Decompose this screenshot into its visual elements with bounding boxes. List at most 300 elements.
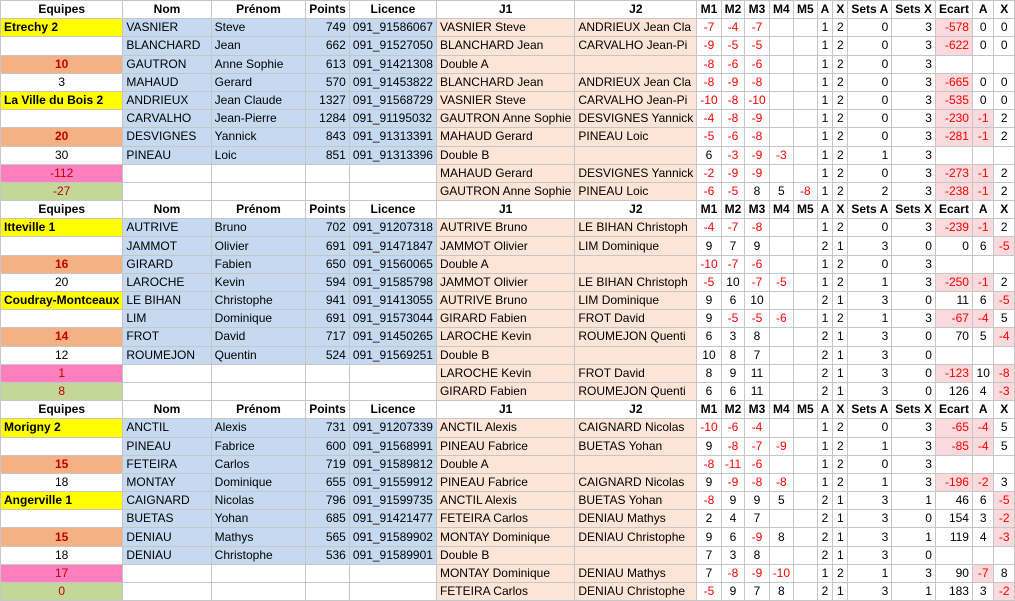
set-score-cell[interactable]: -6 [721, 419, 745, 437]
nom-cell[interactable]: ANCTIL [123, 419, 211, 437]
set-score-cell[interactable]: -3 [769, 146, 793, 164]
set-score-cell[interactable]: -8 [769, 473, 793, 491]
j2-cell[interactable] [575, 255, 697, 273]
result-a-cell[interactable]: 5 [972, 328, 993, 346]
ecart-cell[interactable]: 90 [935, 564, 972, 582]
set-score-cell[interactable]: 9 [697, 292, 721, 310]
set-score-cell[interactable] [794, 73, 818, 91]
licence-cell[interactable] [349, 364, 436, 382]
ecart-cell[interactable]: -250 [935, 273, 972, 291]
j2-cell[interactable] [575, 546, 697, 564]
j1-cell[interactable]: MONTAY Dominique [436, 528, 574, 546]
set-score-cell[interactable]: -3 [721, 146, 745, 164]
team-cell[interactable] [1, 37, 123, 55]
x-cell[interactable]: 2 [833, 182, 848, 200]
a-cell[interactable]: 2 [817, 328, 833, 346]
ecart-cell[interactable]: -238 [935, 182, 972, 200]
licence-cell[interactable]: 091_91560065 [349, 255, 436, 273]
set-score-cell[interactable]: 10 [745, 292, 769, 310]
x-cell[interactable]: 2 [833, 55, 848, 73]
result-a-cell[interactable]: 6 [972, 492, 993, 510]
result-a-cell[interactable]: -1 [972, 128, 993, 146]
set-score-cell[interactable]: -9 [745, 110, 769, 128]
sets-x-cell[interactable]: 3 [892, 128, 936, 146]
prenom-cell[interactable]: Dominique [211, 310, 306, 328]
set-score-cell[interactable] [794, 146, 818, 164]
x-cell[interactable]: 1 [833, 328, 848, 346]
nom-cell[interactable]: BUETAS [123, 510, 211, 528]
set-score-cell[interactable]: 9 [721, 492, 745, 510]
nom-cell[interactable]: DENIAU [123, 546, 211, 564]
j1-cell[interactable]: MONTAY Dominique [436, 564, 574, 582]
j2-cell[interactable]: ROUMEJON Quenti [575, 382, 697, 400]
result-a-cell[interactable]: -4 [972, 437, 993, 455]
sets-x-cell[interactable]: 3 [892, 219, 936, 237]
prenom-cell[interactable] [211, 164, 306, 182]
prenom-cell[interactable]: Gerard [211, 73, 306, 91]
j2-cell[interactable]: DESVIGNES Yannick [575, 110, 697, 128]
team-cell[interactable]: 20 [1, 128, 123, 146]
prenom-cell[interactable] [211, 364, 306, 382]
x-cell[interactable]: 2 [833, 437, 848, 455]
set-score-cell[interactable]: 9 [697, 473, 721, 491]
team-cell[interactable]: 18 [1, 546, 123, 564]
set-score-cell[interactable] [794, 583, 818, 601]
set-score-cell[interactable]: -9 [721, 73, 745, 91]
a-cell[interactable]: 1 [817, 273, 833, 291]
result-x-cell[interactable] [994, 546, 1015, 564]
points-cell[interactable]: 731 [306, 419, 350, 437]
sets-x-cell[interactable]: 3 [892, 182, 936, 200]
result-x-cell[interactable]: -5 [994, 292, 1015, 310]
team-cell[interactable] [1, 310, 123, 328]
ecart-cell[interactable]: -230 [935, 110, 972, 128]
set-score-cell[interactable]: -4 [721, 19, 745, 37]
licence-cell[interactable]: 091_91527050 [349, 37, 436, 55]
prenom-cell[interactable]: Bruno [211, 219, 306, 237]
set-score-cell[interactable] [769, 128, 793, 146]
prenom-cell[interactable]: Jean Claude [211, 91, 306, 109]
points-cell[interactable] [306, 382, 350, 400]
set-score-cell[interactable] [769, 19, 793, 37]
set-score-cell[interactable] [794, 510, 818, 528]
result-x-cell[interactable]: 2 [994, 164, 1015, 182]
result-a-cell[interactable]: -2 [972, 473, 993, 491]
nom-cell[interactable] [123, 364, 211, 382]
set-score-cell[interactable]: -8 [721, 110, 745, 128]
prenom-cell[interactable]: Dominique [211, 473, 306, 491]
set-score-cell[interactable] [794, 382, 818, 400]
a-cell[interactable]: 1 [817, 473, 833, 491]
team-cell[interactable]: 12 [1, 346, 123, 364]
sets-a-cell[interactable]: 0 [848, 219, 892, 237]
x-cell[interactable]: 2 [833, 310, 848, 328]
sets-x-cell[interactable]: 3 [892, 437, 936, 455]
nom-cell[interactable] [123, 564, 211, 582]
j2-cell[interactable] [575, 346, 697, 364]
set-score-cell[interactable] [769, 91, 793, 109]
team-cell[interactable] [1, 110, 123, 128]
result-x-cell[interactable]: 2 [994, 128, 1015, 146]
sets-a-cell[interactable]: 1 [848, 564, 892, 582]
ecart-cell[interactable]: 183 [935, 583, 972, 601]
sets-a-cell[interactable]: 3 [848, 583, 892, 601]
result-a-cell[interactable]: 4 [972, 382, 993, 400]
set-score-cell[interactable]: 2 [697, 510, 721, 528]
a-cell[interactable]: 1 [817, 73, 833, 91]
sets-x-cell[interactable]: 3 [892, 91, 936, 109]
a-cell[interactable]: 2 [817, 492, 833, 510]
set-score-cell[interactable]: 8 [721, 346, 745, 364]
a-cell[interactable]: 2 [817, 546, 833, 564]
set-score-cell[interactable] [769, 419, 793, 437]
prenom-cell[interactable] [211, 564, 306, 582]
result-x-cell[interactable]: 3 [994, 473, 1015, 491]
prenom-cell[interactable]: Fabrice [211, 437, 306, 455]
j2-cell[interactable]: DENIAU Mathys [575, 564, 697, 582]
sets-a-cell[interactable]: 3 [848, 492, 892, 510]
sets-x-cell[interactable]: 0 [892, 328, 936, 346]
sets-a-cell[interactable]: 3 [848, 237, 892, 255]
sets-x-cell[interactable]: 3 [892, 146, 936, 164]
licence-cell[interactable]: 091_91207318 [349, 219, 436, 237]
set-score-cell[interactable]: 6 [721, 292, 745, 310]
set-score-cell[interactable]: 7 [721, 237, 745, 255]
nom-cell[interactable]: BLANCHARD [123, 37, 211, 55]
set-score-cell[interactable]: -6 [721, 128, 745, 146]
x-cell[interactable]: 1 [833, 546, 848, 564]
set-score-cell[interactable]: -8 [697, 455, 721, 473]
result-a-cell[interactable]: 0 [972, 37, 993, 55]
set-score-cell[interactable]: -9 [745, 146, 769, 164]
licence-cell[interactable]: 091_91413055 [349, 292, 436, 310]
set-score-cell[interactable] [769, 110, 793, 128]
prenom-cell[interactable]: Loic [211, 146, 306, 164]
sets-a-cell[interactable]: 0 [848, 55, 892, 73]
result-a-cell[interactable] [972, 255, 993, 273]
j1-cell[interactable]: PINEAU Fabrice [436, 473, 574, 491]
licence-cell[interactable]: 091_91568729 [349, 91, 436, 109]
result-x-cell[interactable]: -3 [994, 382, 1015, 400]
nom-cell[interactable]: MAHAUD [123, 73, 211, 91]
licence-cell[interactable]: 091_91569251 [349, 346, 436, 364]
team-cell[interactable]: 0 [1, 583, 123, 601]
prenom-cell[interactable]: Jean-Pierre [211, 110, 306, 128]
licence-cell[interactable]: 091_91585798 [349, 273, 436, 291]
set-score-cell[interactable]: -9 [745, 564, 769, 582]
result-a-cell[interactable]: -1 [972, 219, 993, 237]
set-score-cell[interactable]: -8 [697, 492, 721, 510]
set-score-cell[interactable]: -9 [745, 164, 769, 182]
a-cell[interactable]: 1 [817, 310, 833, 328]
x-cell[interactable]: 2 [833, 73, 848, 91]
prenom-cell[interactable]: Kevin [211, 273, 306, 291]
points-cell[interactable]: 600 [306, 437, 350, 455]
nom-cell[interactable]: DESVIGNES [123, 128, 211, 146]
set-score-cell[interactable] [769, 364, 793, 382]
set-score-cell[interactable]: -8 [745, 128, 769, 146]
sets-a-cell[interactable]: 0 [848, 91, 892, 109]
nom-cell[interactable] [123, 164, 211, 182]
set-score-cell[interactable]: 9 [721, 364, 745, 382]
set-score-cell[interactable]: -8 [745, 73, 769, 91]
j1-cell[interactable]: AUTRIVE Bruno [436, 219, 574, 237]
nom-cell[interactable]: VASNIER [123, 19, 211, 37]
result-a-cell[interactable]: 3 [972, 510, 993, 528]
result-x-cell[interactable]: -2 [994, 583, 1015, 601]
set-score-cell[interactable]: 7 [745, 346, 769, 364]
result-a-cell[interactable]: 10 [972, 364, 993, 382]
j2-cell[interactable] [575, 55, 697, 73]
set-score-cell[interactable]: 6 [697, 146, 721, 164]
set-score-cell[interactable] [769, 510, 793, 528]
a-cell[interactable]: 1 [817, 419, 833, 437]
set-score-cell[interactable]: -6 [745, 255, 769, 273]
team-cell[interactable]: 18 [1, 473, 123, 491]
set-score-cell[interactable] [769, 164, 793, 182]
team-cell[interactable]: 20 [1, 273, 123, 291]
sets-x-cell[interactable]: 3 [892, 19, 936, 37]
set-score-cell[interactable] [794, 437, 818, 455]
team-cell[interactable]: 10 [1, 55, 123, 73]
j1-cell[interactable]: GIRARD Fabien [436, 382, 574, 400]
team-cell[interactable]: 15 [1, 455, 123, 473]
set-score-cell[interactable]: 5 [769, 492, 793, 510]
team-cell[interactable]: 30 [1, 146, 123, 164]
result-a-cell[interactable] [972, 546, 993, 564]
points-cell[interactable]: 594 [306, 273, 350, 291]
x-cell[interactable]: 2 [833, 255, 848, 273]
points-cell[interactable] [306, 164, 350, 182]
set-score-cell[interactable]: -7 [697, 19, 721, 37]
j2-cell[interactable]: LIM Dominique [575, 237, 697, 255]
set-score-cell[interactable]: 6 [721, 528, 745, 546]
result-a-cell[interactable]: 4 [972, 528, 993, 546]
points-cell[interactable]: 702 [306, 219, 350, 237]
j1-cell[interactable]: MAHAUD Gerard [436, 164, 574, 182]
a-cell[interactable]: 1 [817, 110, 833, 128]
result-a-cell[interactable]: -7 [972, 564, 993, 582]
result-x-cell[interactable] [994, 255, 1015, 273]
j1-cell[interactable]: GAUTRON Anne Sophie [436, 110, 574, 128]
team-cell[interactable] [1, 437, 123, 455]
j2-cell[interactable]: LIM Dominique [575, 292, 697, 310]
x-cell[interactable]: 1 [833, 364, 848, 382]
result-x-cell[interactable] [994, 146, 1015, 164]
x-cell[interactable]: 2 [833, 419, 848, 437]
prenom-cell[interactable] [211, 182, 306, 200]
set-score-cell[interactable]: -5 [745, 310, 769, 328]
set-score-cell[interactable]: -10 [745, 91, 769, 109]
sets-x-cell[interactable]: 3 [892, 73, 936, 91]
j2-cell[interactable]: DESVIGNES Yannick [575, 164, 697, 182]
set-score-cell[interactable] [794, 328, 818, 346]
licence-cell[interactable]: 091_91589812 [349, 455, 436, 473]
team-cell[interactable] [1, 237, 123, 255]
ecart-cell[interactable]: 46 [935, 492, 972, 510]
set-score-cell[interactable]: -8 [745, 219, 769, 237]
points-cell[interactable]: 796 [306, 492, 350, 510]
set-score-cell[interactable]: 7 [697, 564, 721, 582]
nom-cell[interactable]: JAMMOT [123, 237, 211, 255]
set-score-cell[interactable] [769, 37, 793, 55]
ecart-cell[interactable] [935, 546, 972, 564]
set-score-cell[interactable] [794, 91, 818, 109]
j1-cell[interactable]: Double A [436, 55, 574, 73]
result-a-cell[interactable] [972, 146, 993, 164]
sets-a-cell[interactable]: 3 [848, 382, 892, 400]
result-x-cell[interactable]: -5 [994, 492, 1015, 510]
set-score-cell[interactable]: -5 [697, 128, 721, 146]
x-cell[interactable]: 2 [833, 473, 848, 491]
team-cell[interactable]: Itteville 1 [1, 219, 123, 237]
set-score-cell[interactable] [794, 110, 818, 128]
sets-x-cell[interactable]: 3 [892, 419, 936, 437]
set-score-cell[interactable]: -6 [745, 455, 769, 473]
prenom-cell[interactable]: Anne Sophie [211, 55, 306, 73]
j2-cell[interactable]: FROT David [575, 310, 697, 328]
a-cell[interactable]: 1 [817, 164, 833, 182]
set-score-cell[interactable] [794, 364, 818, 382]
a-cell[interactable]: 1 [817, 37, 833, 55]
sets-a-cell[interactable]: 0 [848, 255, 892, 273]
set-score-cell[interactable] [794, 492, 818, 510]
a-cell[interactable]: 2 [817, 510, 833, 528]
set-score-cell[interactable]: -6 [721, 55, 745, 73]
set-score-cell[interactable]: -9 [721, 473, 745, 491]
sets-a-cell[interactable]: 0 [848, 37, 892, 55]
sets-a-cell[interactable]: 3 [848, 528, 892, 546]
set-score-cell[interactable]: -6 [745, 55, 769, 73]
nom-cell[interactable]: AUTRIVE [123, 219, 211, 237]
set-score-cell[interactable]: 10 [721, 273, 745, 291]
sets-x-cell[interactable]: 0 [892, 546, 936, 564]
set-score-cell[interactable]: 10 [697, 346, 721, 364]
licence-cell[interactable]: 091_91589902 [349, 528, 436, 546]
a-cell[interactable]: 1 [817, 182, 833, 200]
j1-cell[interactable]: Double A [436, 255, 574, 273]
licence-cell[interactable]: 091_91195032 [349, 110, 436, 128]
set-score-cell[interactable]: -6 [697, 182, 721, 200]
points-cell[interactable]: 536 [306, 546, 350, 564]
ecart-cell[interactable]: -65 [935, 419, 972, 437]
x-cell[interactable]: 2 [833, 455, 848, 473]
sets-a-cell[interactable]: 0 [848, 419, 892, 437]
prenom-cell[interactable]: Christophe [211, 292, 306, 310]
sets-a-cell[interactable]: 0 [848, 73, 892, 91]
x-cell[interactable]: 1 [833, 583, 848, 601]
set-score-cell[interactable]: 8 [697, 364, 721, 382]
ecart-cell[interactable]: -239 [935, 219, 972, 237]
team-cell[interactable]: 8 [1, 382, 123, 400]
set-score-cell[interactable]: -8 [794, 182, 818, 200]
sets-a-cell[interactable]: 3 [848, 346, 892, 364]
j2-cell[interactable]: DENIAU Mathys [575, 510, 697, 528]
set-score-cell[interactable]: -7 [721, 219, 745, 237]
result-x-cell[interactable]: 0 [994, 91, 1015, 109]
a-cell[interactable]: 1 [817, 564, 833, 582]
sets-a-cell[interactable]: 0 [848, 164, 892, 182]
j1-cell[interactable]: ANCTIL Alexis [436, 419, 574, 437]
j2-cell[interactable]: FROT David [575, 364, 697, 382]
set-score-cell[interactable] [794, 273, 818, 291]
a-cell[interactable]: 1 [817, 437, 833, 455]
licence-cell[interactable]: 091_91421477 [349, 510, 436, 528]
set-score-cell[interactable]: 7 [745, 583, 769, 601]
points-cell[interactable]: 685 [306, 510, 350, 528]
x-cell[interactable]: 1 [833, 292, 848, 310]
set-score-cell[interactable]: -7 [721, 255, 745, 273]
j2-cell[interactable]: LE BIHAN Christoph [575, 273, 697, 291]
points-cell[interactable]: 851 [306, 146, 350, 164]
team-cell[interactable]: Coudray-Montceaux [1, 292, 123, 310]
j2-cell[interactable]: CARVALHO Jean-Pi [575, 91, 697, 109]
set-score-cell[interactable]: -9 [745, 528, 769, 546]
ecart-cell[interactable]: 11 [935, 292, 972, 310]
result-a-cell[interactable]: 6 [972, 237, 993, 255]
prenom-cell[interactable]: Quentin [211, 346, 306, 364]
j2-cell[interactable]: CARVALHO Jean-Pi [575, 37, 697, 55]
set-score-cell[interactable]: 9 [697, 310, 721, 328]
set-score-cell[interactable]: -11 [721, 455, 745, 473]
set-score-cell[interactable]: -5 [721, 310, 745, 328]
points-cell[interactable]: 941 [306, 292, 350, 310]
j2-cell[interactable]: LE BIHAN Christoph [575, 219, 697, 237]
nom-cell[interactable] [123, 382, 211, 400]
nom-cell[interactable]: GIRARD [123, 255, 211, 273]
team-cell[interactable]: 16 [1, 255, 123, 273]
nom-cell[interactable]: CAIGNARD [123, 492, 211, 510]
sets-x-cell[interactable]: 3 [892, 110, 936, 128]
sets-x-cell[interactable]: 1 [892, 583, 936, 601]
set-score-cell[interactable]: -5 [697, 273, 721, 291]
set-score-cell[interactable] [794, 37, 818, 55]
prenom-cell[interactable]: Olivier [211, 237, 306, 255]
points-cell[interactable] [306, 182, 350, 200]
set-score-cell[interactable]: 5 [769, 182, 793, 200]
j1-cell[interactable]: BLANCHARD Jean [436, 73, 574, 91]
x-cell[interactable]: 2 [833, 91, 848, 109]
set-score-cell[interactable] [794, 292, 818, 310]
result-x-cell[interactable]: 2 [994, 219, 1015, 237]
ecart-cell[interactable]: 126 [935, 382, 972, 400]
set-score-cell[interactable]: 6 [697, 382, 721, 400]
set-score-cell[interactable] [769, 292, 793, 310]
a-cell[interactable]: 2 [817, 583, 833, 601]
set-score-cell[interactable]: 7 [745, 510, 769, 528]
nom-cell[interactable]: GAUTRON [123, 55, 211, 73]
set-score-cell[interactable]: -10 [697, 255, 721, 273]
sets-a-cell[interactable]: 1 [848, 473, 892, 491]
licence-cell[interactable]: 091_91313396 [349, 146, 436, 164]
x-cell[interactable]: 2 [833, 219, 848, 237]
ecart-cell[interactable]: -622 [935, 37, 972, 55]
set-score-cell[interactable]: 6 [721, 382, 745, 400]
team-cell[interactable]: 14 [1, 328, 123, 346]
points-cell[interactable]: 717 [306, 328, 350, 346]
sets-a-cell[interactable]: 3 [848, 546, 892, 564]
j1-cell[interactable]: PINEAU Fabrice [436, 437, 574, 455]
ecart-cell[interactable]: 119 [935, 528, 972, 546]
a-cell[interactable]: 1 [817, 55, 833, 73]
points-cell[interactable]: 524 [306, 346, 350, 364]
points-cell[interactable]: 843 [306, 128, 350, 146]
points-cell[interactable]: 719 [306, 455, 350, 473]
set-score-cell[interactable]: -7 [745, 273, 769, 291]
nom-cell[interactable]: PINEAU [123, 437, 211, 455]
j1-cell[interactable]: MAHAUD Gerard [436, 128, 574, 146]
a-cell[interactable]: 1 [817, 91, 833, 109]
